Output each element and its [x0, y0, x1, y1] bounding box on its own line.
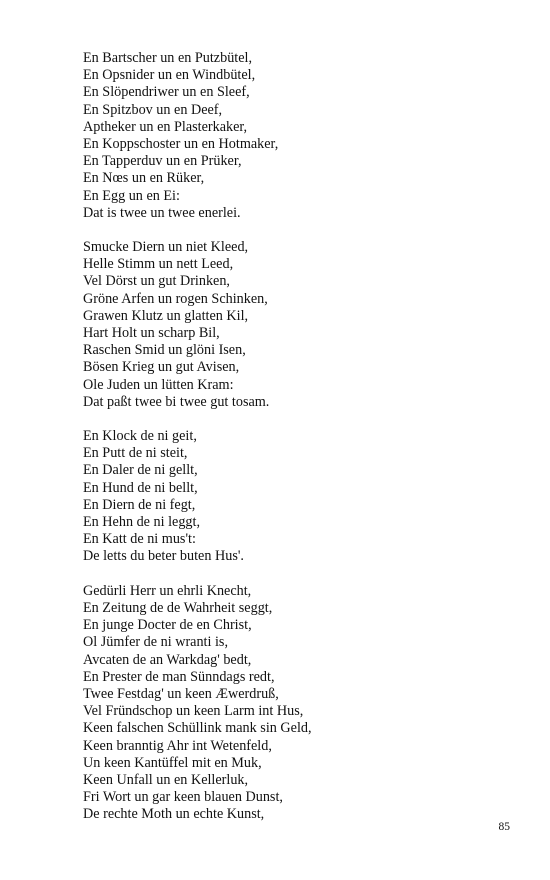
stanza-3	[83, 428, 503, 566]
poem-line: De letts du beter buten Hus'.	[83, 548, 244, 565]
poem-line: En Hund de ni bellt,	[83, 479, 198, 496]
poem-line: Helle Stimm un nett Leed,	[83, 256, 234, 273]
poem-line: En Katt de ni mus't:	[83, 531, 196, 548]
poem-line: Twee Festdag' un keen Æwerdruß,	[83, 685, 279, 702]
poem-line: Grawen Klutz un glatten Kil,	[83, 307, 249, 324]
poem-line: En Hehn de ni leggt,	[83, 514, 201, 531]
poem-line: En Putt de ni steit,	[83, 445, 188, 462]
stanza-1	[83, 50, 503, 222]
poem-line: En Tapperduv un en Prüker,	[83, 153, 242, 170]
poem-line: Raschen Smid un glöni Isen,	[83, 342, 246, 359]
poem-body	[83, 50, 503, 841]
poem-line: Dat paßt twee bi twee gut tosam.	[83, 393, 270, 410]
poem-line: Smucke Diern un niet Kleed,	[83, 239, 249, 256]
poem-line: En Koppschoster un en Hotmaker,	[83, 136, 279, 153]
poem-line: Keen branntig Ahr int Wetenfeld,	[83, 737, 272, 754]
poem-line: De rechte Moth un echte Kunst,	[83, 806, 265, 823]
poem-line: En Bartscher un en Putzbütel,	[83, 50, 253, 66]
poem-line: En Daler de ni gellt,	[83, 462, 198, 479]
poem-line: En Nœs un en Rüker,	[83, 170, 205, 187]
poem-line: Fri Wort un gar keen blauen Dunst,	[83, 789, 283, 806]
poem-line: En Slöpendriwer un en Sleef,	[83, 84, 250, 101]
poem-line: Hart Holt un scharp Bil,	[83, 325, 220, 342]
poem-line: Keen Unfall un en Kellerluk,	[83, 771, 249, 788]
poem-line: En junge Docter de en Christ,	[83, 617, 252, 634]
poem-line: Dat is twee un twee enerlei.	[83, 204, 241, 221]
poem-line: Avcaten de an Warkdag' bedt,	[83, 651, 252, 668]
poem-line: En Opsnider un en Windbütel,	[83, 67, 256, 84]
page-number: 85	[498, 821, 510, 833]
poem-line: Bösen Krieg un gut Avisen,	[83, 359, 240, 376]
poem-line: Gedürli Herr un ehrli Knecht,	[83, 582, 252, 599]
poem-line: Ole Juden un lütten Kram:	[83, 376, 234, 393]
poem-line: En Spitzbov un en Deef,	[83, 101, 223, 118]
stanza-2	[83, 239, 503, 411]
poem-line: Vel Fründschop un keen Larm int Hus,	[83, 703, 304, 720]
poem-line: Keen falschen Schüllink mank sin Geld,	[83, 720, 312, 737]
poem-line: Ol Jümfer de ni wranti is,	[83, 634, 228, 651]
poem-line: En Klock de ni geit,	[83, 428, 197, 445]
poem-line: En Diern de ni fegt,	[83, 496, 196, 513]
poem-line: En Prester de man Sünndags redt,	[83, 668, 275, 685]
poem-line: Vel Dörst un gut Drinken,	[83, 273, 230, 290]
poem-line: Aptheker un en Plasterkaker,	[83, 118, 248, 135]
poem-line: En Egg un en Ei:	[83, 187, 180, 204]
stanza-4	[83, 583, 503, 824]
poem-line: Un keen Kantüffel mit en Muk,	[83, 754, 262, 771]
poem-line: Gröne Arfen un rogen Schinken,	[83, 290, 268, 307]
poem-line: En Zeitung de de Wahrheit seggt,	[83, 599, 273, 616]
